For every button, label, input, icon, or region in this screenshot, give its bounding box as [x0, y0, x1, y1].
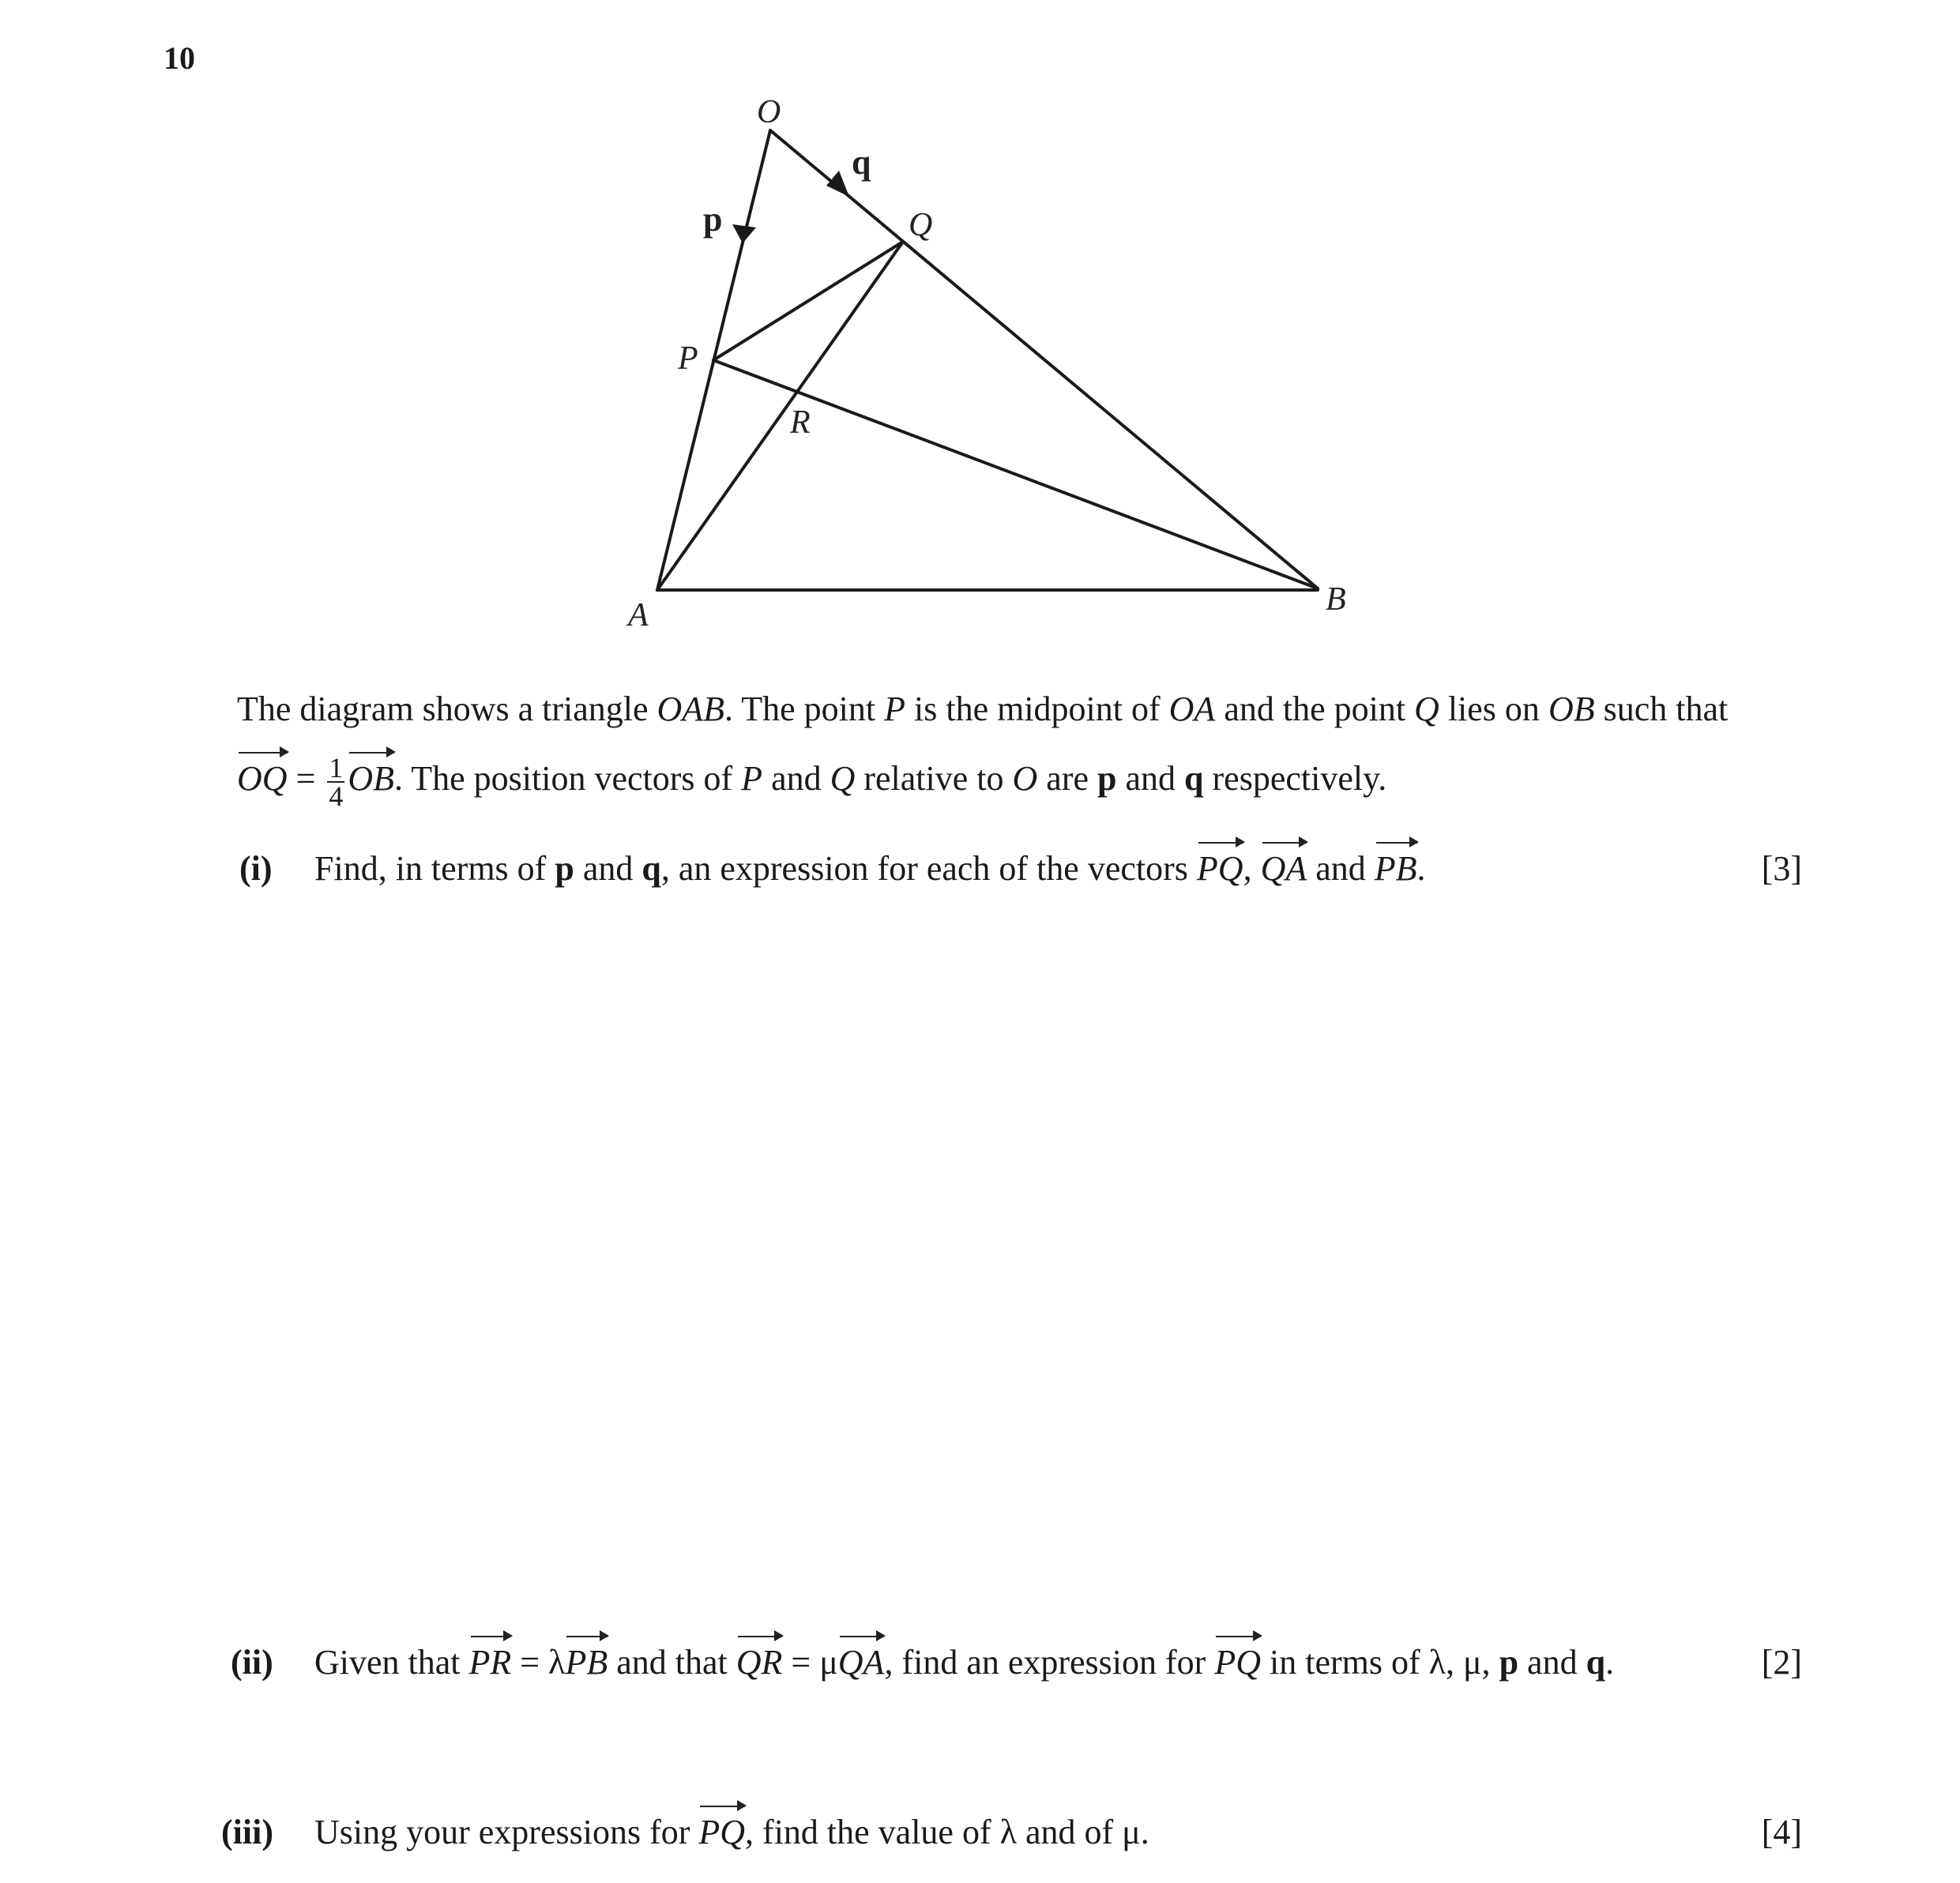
text-span: 1: [329, 752, 344, 784]
part-iii-label: (iii): [221, 1813, 273, 1851]
part-i-text: [314, 845, 1426, 893]
vector-text: QA: [838, 1639, 885, 1686]
text-span: . The point: [724, 690, 885, 728]
text-span: in terms of λ, μ,: [1261, 1643, 1499, 1682]
text-span: OB: [1548, 690, 1595, 728]
text-span: p: [1499, 1643, 1519, 1682]
vector-text: PQ: [1197, 845, 1243, 893]
text-span: and: [1307, 849, 1375, 888]
line-OB: [770, 130, 1318, 588]
intro-line-1: [237, 686, 1728, 733]
part-iii-marks: [4]: [1761, 1813, 1802, 1851]
part-ii-text: [314, 1639, 1614, 1686]
text-span: q: [641, 849, 661, 888]
point-label-O: O: [757, 94, 781, 130]
intro-line-2: [237, 754, 1386, 810]
vector-label-q: q: [852, 143, 871, 182]
text-span: is the midpoint of: [905, 690, 1169, 728]
text-span: Q: [830, 759, 856, 799]
part-i-label: (i): [239, 849, 273, 888]
text-span: = μ: [782, 1643, 838, 1682]
text-span: P: [884, 690, 905, 728]
text-span: and the point: [1215, 690, 1415, 728]
text-span: Using your expressions for: [314, 1813, 699, 1851]
vector-label-p: p: [703, 200, 723, 239]
text-span: q: [1586, 1643, 1606, 1682]
text-span: .: [1416, 849, 1426, 888]
text-span: and: [762, 759, 830, 799]
point-label-A: A: [628, 597, 649, 633]
line-PQ: [713, 242, 903, 360]
text-span: p: [1097, 759, 1117, 799]
question-number: 10: [164, 40, 195, 76]
text-span: lies on: [1439, 690, 1548, 728]
text-span: 4: [329, 780, 344, 812]
text-span: Find, in terms of: [314, 849, 555, 888]
vector-text: PB: [565, 1639, 608, 1686]
text-span: p: [555, 849, 574, 888]
vector-text: QR: [736, 1639, 783, 1686]
text-span: The diagram shows a triangle: [237, 690, 657, 728]
point-label-Q: Q: [909, 207, 933, 243]
text-span: and: [1116, 759, 1185, 799]
text-span: and: [1518, 1643, 1586, 1682]
text-span: , find an expression for: [884, 1643, 1215, 1682]
text-span: and: [574, 849, 642, 888]
arrow-p-icon: [732, 224, 756, 243]
text-span: . The position vectors of: [394, 759, 742, 799]
part-ii-label: (ii): [231, 1643, 273, 1682]
point-label-R: R: [790, 404, 811, 441]
part-iii-text: [314, 1809, 1149, 1856]
text-span: OAB: [656, 690, 725, 728]
text-span: Given that: [314, 1643, 469, 1682]
text-span: respectively.: [1203, 759, 1387, 799]
part-ii-marks: [2]: [1761, 1643, 1802, 1682]
text-span: are: [1037, 759, 1098, 799]
vector-text: PQ: [698, 1809, 745, 1856]
text-span: such that: [1594, 690, 1729, 728]
text-span: = λ: [511, 1643, 566, 1682]
point-label-B: B: [1326, 581, 1346, 618]
fraction-one-quarter: [327, 754, 344, 810]
point-label-P: P: [678, 340, 698, 377]
text-span: .: [1605, 1643, 1615, 1682]
vector-text: PQ: [1214, 1639, 1261, 1686]
text-span: and that: [608, 1643, 736, 1682]
text-span: ,: [1243, 849, 1261, 888]
text-span: OA: [1168, 690, 1216, 728]
text-span: relative to: [855, 759, 1013, 799]
text-span: O: [1012, 759, 1038, 799]
text-span: Q: [1414, 690, 1439, 728]
line-PB: [713, 360, 1318, 588]
text-span: , an expression for each of the vectors: [660, 849, 1197, 888]
vector-OB: OB: [348, 755, 394, 802]
vector-text: PB: [1375, 845, 1417, 893]
text-span: P: [741, 759, 763, 799]
arrow-q-icon: [826, 171, 849, 197]
text-span: =: [287, 759, 325, 799]
line-AQ: [657, 242, 903, 590]
vector-text: QA: [1261, 845, 1307, 893]
text-span: q: [1184, 759, 1204, 799]
part-i-marks: [3]: [1761, 849, 1802, 888]
vector-text: PR: [469, 1639, 512, 1686]
text-span: , find the value of λ and of μ.: [745, 1813, 1149, 1851]
vector-OQ: OQ: [237, 755, 288, 802]
triangle-diagram: [0, 0, 1960, 711]
